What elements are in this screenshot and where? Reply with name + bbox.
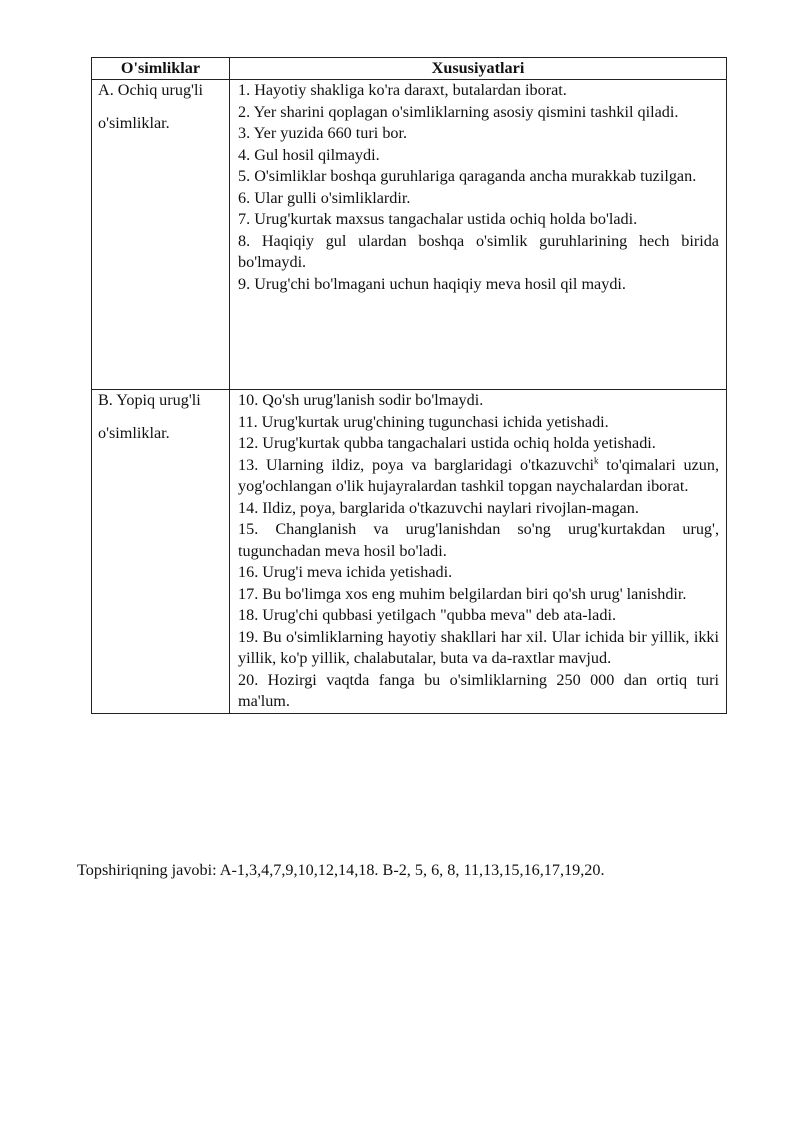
table-row (92, 80, 727, 390)
feature-13 (238, 455, 719, 498)
header-plants: O'simliklar (92, 58, 230, 80)
feature-7: 7. Urug'kurtak maxsus tangachalar ustida ochiq holda bo'ladi. (238, 210, 638, 228)
feature-14: 14. Ildiz, poya, barglarida o'tkazuvchi naylari rivojlan-magan. (238, 498, 639, 517)
answer-line: Topshiriqning javobi: A-1,3,4,7,9,10,12,14,18. B-2, 5, 6, 8, 11,13,15,16,17,19,20. (77, 861, 605, 879)
feature-18: 18. Urug'chi qubbasi yetilgach "qubba meva" deb ata-ladi. (238, 606, 616, 624)
group-label-a: A. Ochiq urug'li o'simliklar. (98, 81, 203, 132)
feature-10: 10. Qo'sh urug'lanish sodir bo'lmaydi. (238, 391, 484, 409)
feature-8: 8. Haqiqiy gul ulardan boshqa o'simlik guruhlarining hech birida bo'lmaydi. (238, 231, 719, 271)
group-cell-b (92, 390, 230, 714)
feature-15: 15. Changlanish va urug'lanishdan so'ng urug'kurtakdan urug', tugunchadan meva hosil bo'ladi. (238, 520, 719, 560)
feature-5: 5. O'simliklar boshqa guruhlariga qaraganda anchа murakkab tuzilgan. (238, 167, 697, 185)
features-cell-a (230, 80, 727, 390)
feature-1: 1. Hayotiy shakliga ko'ra daraxt, butalardan iborat. (238, 81, 567, 99)
feature-20: 20. Hozirgi vaqtda fanga bu o'simliklarning 250 000 dan ortiq turi ma'lum. (238, 670, 719, 710)
feature-3: 3. Yer yuzida 660 turi bor. (238, 124, 408, 142)
table-row (92, 390, 727, 714)
group-cell-a (92, 80, 230, 390)
feature-2: 2. Yer sharini qoplagan o'simliklarning asosiy qismini tashkil qiladi. (238, 102, 679, 121)
feature-4: 4. Gul hosil qilmaydi. (238, 145, 380, 164)
header-features: Xususiyatlari (230, 58, 727, 80)
feature-17: 17. Bu bo'limga xos eng muhim belgilardan biri qo'sh urug' lanishdir. (238, 584, 687, 603)
feature-6: 6. Ular gulli o'simliklardir. (238, 188, 411, 207)
feature-16: 16. Urug'i meva ichida yetishadi. (238, 563, 453, 581)
feature-13-end: to'qimalari uzun, yog'ochlangan o'lik hujayralardan tashkil topgan naychalardan iborat. (238, 455, 719, 495)
feature-9: 9. Urug'chi bo'lmagani uchun haqiqiy meva hosil qil maydi. (238, 274, 626, 293)
feature-13-start: 13. Ularning ildiz, poya va barglaridagi o'tkazuvchi (238, 455, 594, 474)
features-cell-b (230, 390, 727, 714)
feature-19: 19. Bu o'simliklarning hayotiy shakllari har xil. Ular ichida bir yillik, ikki yillik, ko'p yillik, chalabutalar, buta va da-raxtlar mavjud. (238, 627, 719, 667)
plants-table (91, 57, 727, 714)
feature-13-superscript: k (593, 455, 599, 466)
feature-12: 12. Urug'kurtak qubba tangachalari ustida ochiq holda yetishadi. (238, 434, 656, 452)
group-label-b: B. Yopiq urug'li o'simliklar. (98, 391, 201, 442)
feature-11: 11. Urug'kurtak urug'chining tugunchasi ichida yetishadi. (238, 412, 609, 431)
